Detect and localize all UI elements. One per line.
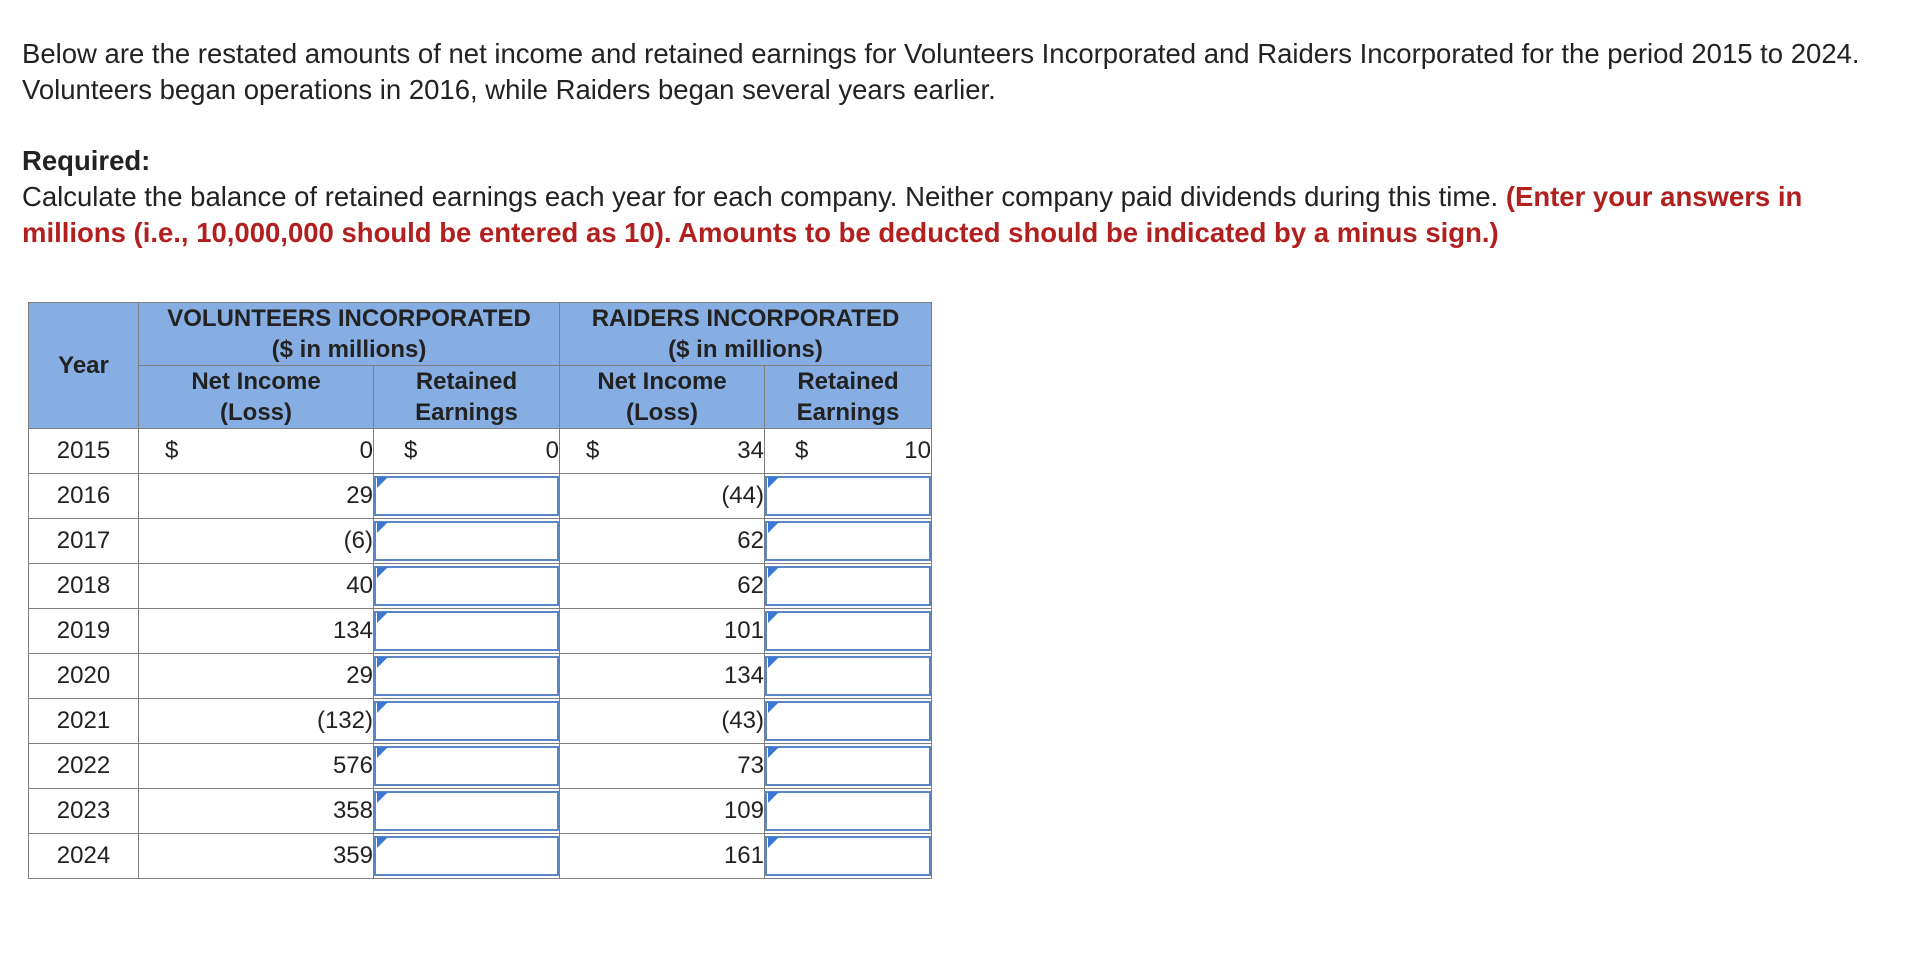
raiders-retained-earnings-cell	[765, 789, 932, 834]
raiders-retained-earnings-cell	[765, 519, 932, 564]
volunteers-net-income-cell: 134	[139, 609, 374, 654]
volunteers-retained-earnings-cell	[374, 519, 560, 564]
input-marker-icon	[768, 792, 779, 803]
year-cell: 2019	[29, 609, 139, 654]
raiders-retained-earnings-input[interactable]	[765, 521, 931, 561]
input-marker-icon	[377, 657, 388, 668]
volunteers-retained-earnings-cell	[374, 564, 560, 609]
raiders-title: RAIDERS INCORPORATED	[591, 305, 900, 332]
currency-symbol: $	[586, 437, 600, 464]
table-row	[29, 609, 932, 654]
required-text: Calculate the balance of retained earnings each year for each company. Neither company paid dividends during this time.	[22, 181, 1499, 212]
raiders-net-income-cell: 62	[560, 564, 765, 609]
raiders-retained-earnings-input[interactable]	[765, 746, 931, 786]
header-line: (Loss)	[220, 399, 292, 426]
raiders-retained-earnings-input[interactable]	[765, 701, 931, 741]
year-cell: 2022	[29, 744, 139, 789]
year-cell: 2017	[29, 519, 139, 564]
input-marker-icon	[768, 612, 779, 623]
volunteers-net-income-cell: 576	[139, 744, 374, 789]
volunteers-net-income-cell: (6)	[139, 519, 374, 564]
input-marker-icon	[377, 747, 388, 758]
table-row	[29, 474, 932, 519]
raiders-retained-earnings-input[interactable]	[765, 566, 931, 606]
input-marker-icon	[768, 837, 779, 848]
volunteers-retained-earnings-cell	[374, 474, 560, 519]
volunteers-retained-earnings-cell	[374, 654, 560, 699]
header-line: Earnings	[415, 399, 518, 426]
input-marker-icon	[377, 477, 388, 488]
required-instruction-note: (Enter your answers in millions (i.e., 10,000,000 should be entered as 10). Amounts to be deducted should be indicated by a minus sign.)	[22, 181, 1803, 248]
volunteers-retained-earnings-cell	[374, 834, 560, 879]
raiders-header	[560, 303, 932, 366]
raiders-retained-earnings-input[interactable]	[765, 476, 931, 516]
input-marker-icon	[768, 477, 779, 488]
year-cell: 2021	[29, 699, 139, 744]
raiders-retained-earnings-input[interactable]	[765, 791, 931, 831]
table-row	[29, 429, 932, 474]
volunteers-net-income-cell: 40	[139, 564, 374, 609]
input-marker-icon	[768, 657, 779, 668]
currency-symbol: $	[404, 437, 418, 464]
value: 10	[904, 437, 931, 464]
table-row	[29, 519, 932, 564]
volunteers-retained-earnings-cell	[374, 744, 560, 789]
raiders-net-income-cell: 134	[560, 654, 765, 699]
input-marker-icon	[377, 612, 388, 623]
header-line: Retained	[797, 368, 899, 395]
input-marker-icon	[377, 522, 388, 533]
volunteers-retained-earnings-input[interactable]	[374, 656, 559, 696]
raiders-retained-earnings-input[interactable]	[765, 611, 931, 651]
raiders-net-income-cell: 62	[560, 519, 765, 564]
table-row	[29, 744, 932, 789]
volunteers-retained-earnings-input[interactable]	[374, 521, 559, 561]
volunteers-retained-earnings-header	[374, 366, 560, 429]
volunteers-retained-earnings-cell	[374, 699, 560, 744]
volunteers-net-income-cell: 29	[139, 654, 374, 699]
header-line: (Loss)	[626, 399, 698, 426]
volunteers-net-income-cell: 29	[139, 474, 374, 519]
volunteers-retained-earnings-cell	[374, 789, 560, 834]
header-line: Net Income	[191, 368, 321, 395]
volunteers-retained-earnings-input[interactable]	[374, 566, 559, 606]
volunteers-header	[139, 303, 560, 366]
raiders-retained-earnings-cell	[765, 834, 932, 879]
raiders-retained-earnings-input[interactable]	[765, 656, 931, 696]
volunteers-net-income-cell: (132)	[139, 699, 374, 744]
input-marker-icon	[768, 567, 779, 578]
input-marker-icon	[377, 837, 388, 848]
table-row	[29, 789, 932, 834]
input-marker-icon	[377, 567, 388, 578]
raiders-net-income-cell: 101	[560, 609, 765, 654]
table-row	[29, 564, 932, 609]
value: 0	[359, 437, 373, 464]
required-instructions	[22, 179, 1902, 251]
input-marker-icon	[377, 702, 388, 713]
year-cell: 2016	[29, 474, 139, 519]
year-cell: 2015	[29, 429, 139, 474]
raiders-retained-earnings-cell	[765, 429, 932, 474]
volunteers-retained-earnings-input[interactable]	[374, 476, 559, 516]
input-marker-icon	[377, 792, 388, 803]
raiders-retained-earnings-cell	[765, 744, 932, 789]
year-cell: 2024	[29, 834, 139, 879]
header-line: Net Income	[597, 368, 727, 395]
raiders-retained-earnings-header	[765, 366, 932, 429]
raiders-net-income-cell: 161	[560, 834, 765, 879]
table-row	[29, 834, 932, 879]
volunteers-title: VOLUNTEERS INCORPORATED	[167, 305, 531, 332]
volunteers-retained-earnings-cell	[374, 429, 560, 474]
raiders-retained-earnings-cell	[765, 564, 932, 609]
volunteers-net-income-cell: 358	[139, 789, 374, 834]
raiders-retained-earnings-cell	[765, 654, 932, 699]
header-line: Retained	[415, 368, 518, 395]
table-row	[29, 699, 932, 744]
required-heading: Required:	[22, 145, 151, 176]
year-cell: 2018	[29, 564, 139, 609]
value: 34	[737, 437, 764, 464]
input-marker-icon	[768, 522, 779, 533]
raiders-net-income-cell	[560, 429, 765, 474]
volunteers-retained-earnings-input[interactable]	[374, 701, 559, 741]
volunteers-net-income-cell	[139, 429, 374, 474]
volunteers-retained-earnings-cell	[374, 609, 560, 654]
volunteers-retained-earnings-input[interactable]	[374, 611, 559, 651]
volunteers-net-income-header	[139, 366, 374, 429]
table-row	[29, 654, 932, 699]
volunteers-retained-earnings-input[interactable]	[374, 746, 559, 786]
raiders-net-income-cell: 109	[560, 789, 765, 834]
raiders-retained-earnings-cell	[765, 474, 932, 519]
raiders-net-income-cell: (44)	[560, 474, 765, 519]
raiders-net-income-header	[560, 366, 765, 429]
year-cell: 2023	[29, 789, 139, 834]
year-cell: 2020	[29, 654, 139, 699]
raiders-units: ($ in millions)	[668, 336, 823, 363]
input-marker-icon	[768, 702, 779, 713]
retained-earnings-table	[28, 302, 932, 879]
intro-paragraph: Below are the restated amounts of net income and retained earnings for Volunteers Incorporated and Raiders Incorporated for the period 2015 to 2024. Volunteers began operations in 2016, while Raiders began several years earlier.	[22, 38, 1860, 105]
year-column-header: Year	[29, 303, 139, 429]
volunteers-units: ($ in millions)	[271, 336, 427, 363]
input-marker-icon	[768, 747, 779, 758]
header-line: Earnings	[796, 399, 900, 426]
raiders-retained-earnings-cell	[765, 699, 932, 744]
raiders-retained-earnings-input[interactable]	[765, 836, 931, 876]
value: 0	[545, 437, 559, 464]
currency-symbol: $	[795, 437, 809, 464]
volunteers-retained-earnings-input[interactable]	[374, 791, 559, 831]
raiders-net-income-cell: 73	[560, 744, 765, 789]
currency-symbol: $	[165, 437, 179, 464]
volunteers-retained-earnings-input[interactable]	[374, 836, 559, 876]
raiders-retained-earnings-cell	[765, 609, 932, 654]
raiders-net-income-cell: (43)	[560, 699, 765, 744]
volunteers-net-income-cell: 359	[139, 834, 374, 879]
